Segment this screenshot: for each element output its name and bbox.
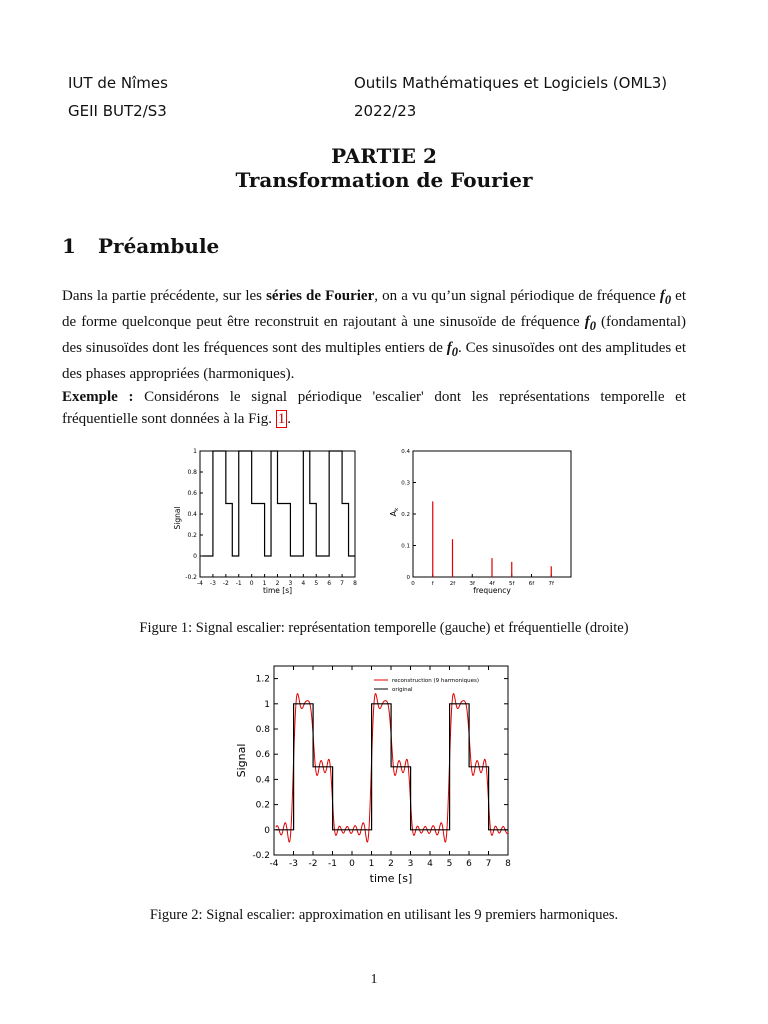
x-tick-label: 7 bbox=[340, 580, 344, 587]
x-tick-label: -1 bbox=[328, 859, 337, 869]
header-year: 2022/23 bbox=[354, 102, 417, 120]
text: . bbox=[287, 411, 291, 427]
figure-ref-link[interactable]: 1 bbox=[277, 411, 286, 427]
page-subtitle: Transformation de Fourier bbox=[235, 168, 533, 192]
x-tick-label: 8 bbox=[353, 580, 357, 587]
text: . Ces sinusoïdes ont des amplitudes et des phases appropriées (harmoniques). bbox=[62, 340, 686, 382]
x-tick-label: 8 bbox=[505, 859, 511, 869]
x-tick-label: 7 bbox=[485, 859, 492, 869]
x-tick-label: 3 bbox=[407, 859, 414, 869]
x-tick-label: -1 bbox=[235, 580, 242, 587]
x-tick-label: 0 bbox=[349, 859, 355, 869]
x-tick-label: f bbox=[431, 581, 434, 587]
y-tick-label: 0.8 bbox=[255, 725, 270, 735]
y-tick-label: 0 bbox=[193, 553, 197, 560]
x-tick-label: 1 bbox=[262, 580, 267, 587]
x-tick-label: 0 bbox=[249, 580, 254, 587]
page-number: 1 bbox=[370, 972, 378, 987]
y-tick-label: 0.1 bbox=[401, 543, 410, 550]
x-tick-label: 0 bbox=[411, 581, 415, 587]
x-tick-label: 5 bbox=[314, 580, 319, 587]
y-tick-label: 0.6 bbox=[255, 750, 270, 761]
y-tick-label: 0.8 bbox=[187, 469, 197, 476]
y-tick-label: 0.2 bbox=[187, 532, 197, 539]
y-tick-label: 0.2 bbox=[255, 800, 270, 811]
y-tick-label: -0.2 bbox=[185, 574, 197, 581]
bold-term: séries de Fourier bbox=[266, 288, 375, 304]
header-institution: IUT de Nîmes bbox=[68, 74, 168, 92]
x-tick-label: -4 bbox=[269, 859, 279, 869]
y-tick-label: 0 bbox=[406, 575, 410, 581]
y-tick-label: 0 bbox=[264, 825, 270, 836]
x-tick-label: -2 bbox=[308, 859, 318, 869]
f0-symbol: $f_0$ bbox=[584, 314, 596, 333]
x-tick-label: 1 bbox=[368, 859, 375, 869]
y-tick-label: 0.4 bbox=[187, 511, 197, 518]
x-tick-label: -4 bbox=[197, 580, 203, 587]
x-tick-label: 3 bbox=[288, 580, 293, 587]
legend-label-reconstruction: reconstruction (9 harmoniques) bbox=[392, 678, 479, 684]
header-course: Outils Mathématiques et Logiciels (OML3) bbox=[354, 74, 668, 92]
page-title: PARTIE 2 bbox=[331, 144, 437, 168]
x-tick-label: 6 bbox=[327, 580, 332, 587]
y-tick-label: -0.2 bbox=[252, 851, 270, 861]
x-tick-label: 3f bbox=[469, 581, 475, 587]
example-label: Exemple : bbox=[62, 389, 134, 405]
x-axis-label: time [s] bbox=[369, 872, 413, 885]
x-tick-label: 2 bbox=[388, 859, 394, 869]
header-program: GEII BUT2/S3 bbox=[68, 102, 167, 120]
y-tick-label: 0.4 bbox=[255, 775, 270, 786]
x-tick-label: -3 bbox=[289, 859, 298, 869]
series-original-line bbox=[276, 704, 508, 830]
f0-symbol: $f_0$ bbox=[446, 340, 459, 359]
x-tick-label: -3 bbox=[209, 580, 216, 587]
y-tick-label: 0.6 bbox=[187, 490, 197, 497]
figure2-caption: Figure 2: Signal escalier: approximation en utilisant les 9 premiers harmoniques. bbox=[149, 907, 619, 923]
x-tick-label: 6 bbox=[466, 859, 472, 869]
x-axis-label: time [s] bbox=[262, 586, 293, 595]
x-axis-label: frequency bbox=[473, 586, 511, 595]
y-tick-label: 0.2 bbox=[401, 512, 410, 518]
x-tick-label: 4 bbox=[427, 859, 433, 869]
text: et de forme quelconque peut être reconstruit en rajoutant à une sinusoïde de fréquence bbox=[62, 288, 687, 330]
x-tick-label: 7f bbox=[548, 581, 554, 587]
section-title: Préambule bbox=[98, 234, 220, 258]
x-tick-label: 6f bbox=[528, 581, 535, 587]
y-axis-label: Signal bbox=[173, 506, 182, 530]
text: , on a vu qu’un signal périodique de fréquence bbox=[374, 288, 660, 304]
x-tick-label: 5 bbox=[446, 859, 453, 869]
y-axis-label: Signal bbox=[235, 743, 248, 778]
series-reconstruction-line bbox=[276, 694, 508, 842]
figure1-caption: Figure 1: Signal escalier: représentation temporelle (gauche) et fréquentielle (droite) bbox=[139, 620, 629, 636]
x-tick-label: 4 bbox=[301, 580, 306, 587]
x-tick-label: 4f bbox=[489, 581, 495, 587]
text: (fondamental) des sinusoïdes dont les fréquences sont des multiples entiers de bbox=[62, 314, 686, 356]
y-tick-label: 1 bbox=[193, 448, 197, 455]
y-tick-label: 1 bbox=[264, 699, 270, 710]
y-tick-label: 0.4 bbox=[401, 449, 410, 455]
section-number: 1 bbox=[62, 234, 76, 258]
text: Considérons le signal périodique 'escalier' dont les représentations temporelle et fréquentielle sont données à la Fig. bbox=[62, 389, 686, 427]
series-signal-line bbox=[203, 451, 355, 556]
x-tick-label: 2f bbox=[449, 581, 456, 587]
y-axis-label: $A_k$ bbox=[389, 507, 400, 517]
f0-symbol: $f_0$ bbox=[659, 288, 672, 307]
y-tick-label: 0.3 bbox=[401, 480, 410, 487]
x-tick-label: 2 bbox=[275, 580, 280, 587]
x-tick-label: 5f bbox=[509, 581, 515, 587]
y-tick-label: 1.2 bbox=[255, 674, 270, 685]
legend-label-original: original bbox=[392, 687, 413, 693]
x-tick-label: -2 bbox=[222, 580, 229, 587]
text: Dans la partie précédente, sur les bbox=[62, 288, 267, 304]
